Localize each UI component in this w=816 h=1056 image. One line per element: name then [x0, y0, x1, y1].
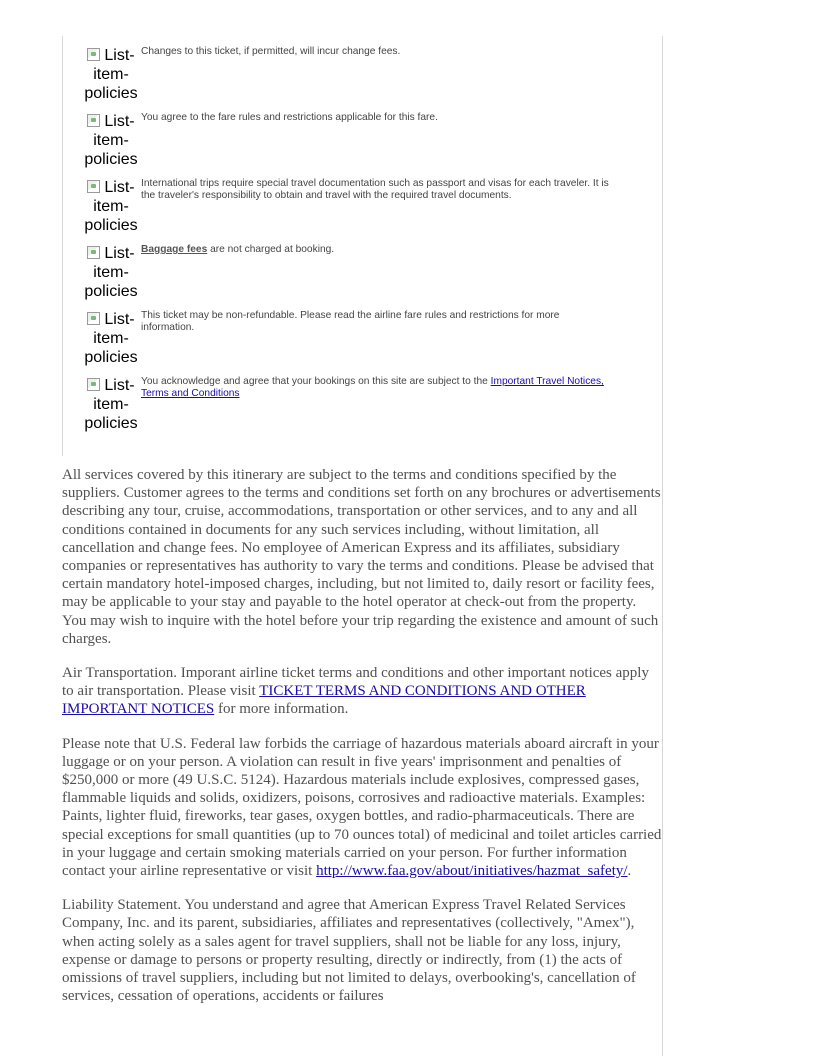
list-item-policies-icon: List- item- policies: [84, 245, 138, 300]
list-item: [63, 240, 663, 300]
list-item: [63, 306, 663, 366]
supplier-terms-paragraph: All services covered by this itinerary are subject to the terms and conditions specified by the suppliers. Customer agrees to the terms and conditions set forth on any brochures or advertisements describing any tour, cruise, accommodations, transportation or other services, and to any and all conditions contained in documents for any such services including, without limitation, all cancellation and change fees. No employee of American Express and its affiliates, subsidiary companies or representatives has authority to vary the terms and conditions. Please be advised that certain mandatory hotel-imposed charges, including, but not limited to, daily resort or facility fees, may be applicable to your stay and payable to the hotel operator at check-out from the property. You may wish to inquire with the hotel before your trip regarding the existence and amount of such charges.: [62, 467, 661, 647]
list-item-policies-icon: List- item- policies: [84, 311, 138, 366]
policy-text: You agree to the fare rules and restrictions applicable for this fare.: [141, 112, 438, 123]
policy-text: You acknowledge and agree that your bookings on this site are subject to the Important Travel Notices, Terms and Conditions: [141, 376, 604, 399]
air-transportation-paragraph: Air Transportation. Imporant airline ticket terms and conditions and other important notices apply to air transportation. Please visit TICKET TERMS AND CONDITIONS AND OTHER IMPORTANT NOTICES for more information.: [62, 665, 649, 718]
broken-image-icon: [87, 180, 100, 193]
policy-text: Changes to this ticket, if permitted, will incur change fees.: [141, 46, 401, 57]
list-item: [63, 42, 663, 102]
broken-image-icon: [87, 48, 100, 61]
list-item-policies-icon: List- item- policies: [84, 377, 138, 432]
hazmat-paragraph: Please note that U.S. Federal law forbids the carriage of hazardous materials aboard aircraft in your luggage or on your person. A violation can result in five years' imprisonment and penalties of $250,000 or more (49 U.S.C. 5124). Hazardous materials include explosives, compressed gases, flammable liquids and solids, oxidizers, poisons, corrosives and radioactive materials. Examples: Paints, lighter fluid, fireworks, tear gases, oxygen bottles, and radio-pharmaceuticals. There are special exceptions for small quantities (up to 70 ounces total) of medicinal and toilet articles carried in your luggage and certain smoking materials carried on your person. For further information contact your airline representative or visit http://www.faa.gov/about/initiatives/hazmat_safety/.: [62, 735, 662, 880]
policy-text: This ticket may be non-refundable. Please read the airline fare rules and restrictions for more information.: [141, 310, 560, 333]
list-item-policies-icon: List- item- policies: [84, 47, 138, 102]
liability-statement-paragraph: Liability Statement. You understand and agree that American Express Travel Related Services Company, Inc. and its parent, subsidiaries, affiliates and representatives (collectively, "Amex"), when acting solely as a sales agent for travel suppliers, shall not be liable for any loss, injury, expense or damage to persons or property resulting, directly or indirectly, from (1) the acts of omissions of travel suppliers, including but not limited to delays, overbooking's, cancellation of services, cessation of operations, accidents or failures: [62, 897, 636, 1005]
list-item: [63, 108, 663, 168]
policy-text: International trips require special travel documentation such as passport and visas for each traveler. It is the traveler's responsibility to obtain and travel with the required travel documents.: [141, 178, 609, 201]
baggage-fees-link[interactable]: Baggage fees: [141, 244, 208, 255]
list-item-policies-icon: List- item- policies: [84, 113, 138, 168]
broken-image-icon: [87, 312, 100, 325]
list-item-policies-icon: List- item- policies: [84, 179, 138, 234]
page-border-right: [662, 456, 663, 1056]
policies-list: [62, 36, 663, 456]
legal-text: [62, 466, 662, 1021]
important-travel-notices-link[interactable]: Important Travel Notices, Terms and Conditions: [141, 376, 604, 399]
ticket-terms-link[interactable]: TICKET TERMS AND CONDITIONS AND OTHER IMPORTANT NOTICES: [62, 683, 586, 718]
broken-image-icon: [87, 114, 100, 127]
broken-image-icon: [87, 246, 100, 259]
list-item: [63, 372, 663, 432]
broken-image-icon: [87, 378, 100, 391]
list-item: [63, 174, 663, 234]
policy-text: Baggage fees are not charged at booking.: [141, 244, 335, 255]
faa-hazmat-link[interactable]: http://www.faa.gov/about/initiatives/hazmat_safety/: [316, 863, 628, 880]
